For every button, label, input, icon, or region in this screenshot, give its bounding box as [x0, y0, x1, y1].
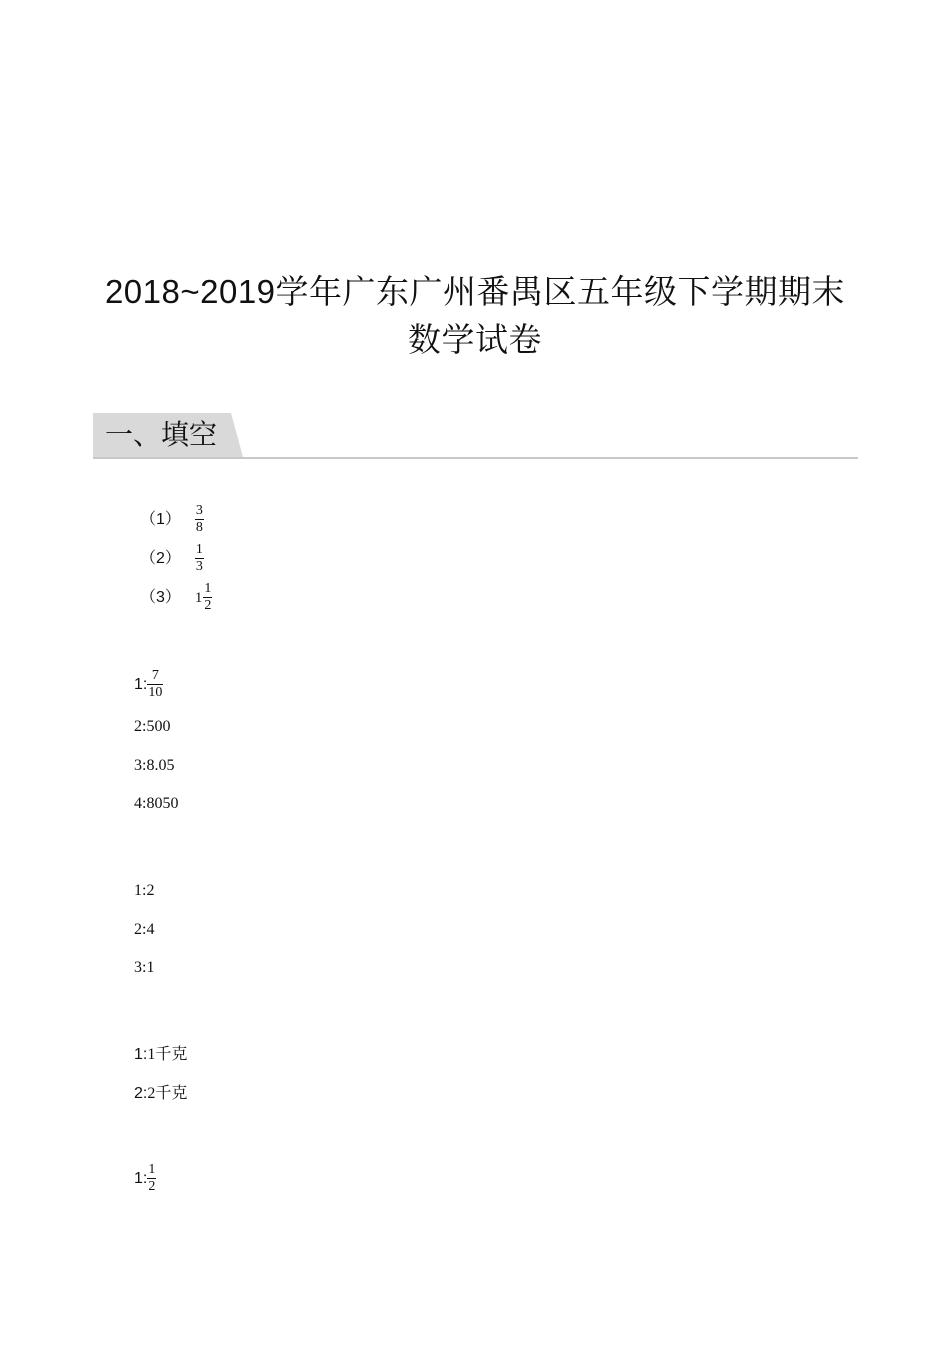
item-number: （1）: [140, 510, 181, 528]
answer-item-2: [140, 542, 204, 575]
answer-3-3: 3:1: [134, 959, 155, 976]
answer-2-4: 4:8050: [134, 795, 179, 812]
denominator: 8: [195, 520, 203, 535]
answer-unit: 千克: [155, 1085, 188, 1102]
fraction: [147, 668, 163, 701]
document-title: [0, 268, 950, 364]
item-number: （2）: [140, 549, 181, 567]
section-title: 一、填空: [105, 419, 218, 450]
mixed-whole: 1: [194, 589, 203, 606]
answer-item-3: [140, 581, 212, 614]
answer-value: 2: [147, 1085, 156, 1102]
title-line-2: 数学试卷: [408, 321, 542, 358]
denominator: 10: [148, 685, 163, 700]
answer-prefix: 1:: [134, 1169, 148, 1187]
answer-5-1: [134, 1162, 156, 1195]
answer-3-1: 1:2: [134, 882, 155, 899]
numerator: 1: [148, 1162, 156, 1177]
title-line-1: 2018~2019学年广东广州番禺区五年级下学期期末: [104, 273, 846, 310]
numerator: 1: [204, 581, 212, 596]
fraction: [195, 503, 204, 536]
item-number: （3）: [140, 588, 181, 606]
fraction: [203, 581, 212, 614]
answer-4-2: [134, 1084, 187, 1104]
fraction: [195, 542, 204, 575]
fraction: [147, 1162, 156, 1195]
answer-prefix: 1:: [134, 1046, 148, 1063]
answer-item-1: [140, 503, 204, 536]
numerator: 1: [195, 542, 203, 557]
answer-2-1: [134, 668, 163, 701]
answer-2-2: 2:500: [134, 718, 171, 735]
answer-3-2: 2:4: [134, 921, 155, 938]
answer-4-1: [134, 1045, 187, 1065]
answer-value: 1: [147, 1046, 156, 1063]
numerator: 7: [151, 668, 159, 683]
answer-prefix: 1:: [134, 675, 148, 693]
section-header-fill-blank: [93, 413, 858, 459]
denominator: 2: [204, 598, 212, 613]
denominator: 2: [148, 1179, 156, 1194]
answer-2-3: 3:8.05: [134, 757, 175, 774]
numerator: 3: [195, 503, 203, 518]
answer-prefix: 2:: [134, 1085, 148, 1102]
section-divider: [93, 457, 858, 459]
denominator: 3: [195, 559, 203, 574]
answer-unit: 千克: [155, 1046, 188, 1063]
